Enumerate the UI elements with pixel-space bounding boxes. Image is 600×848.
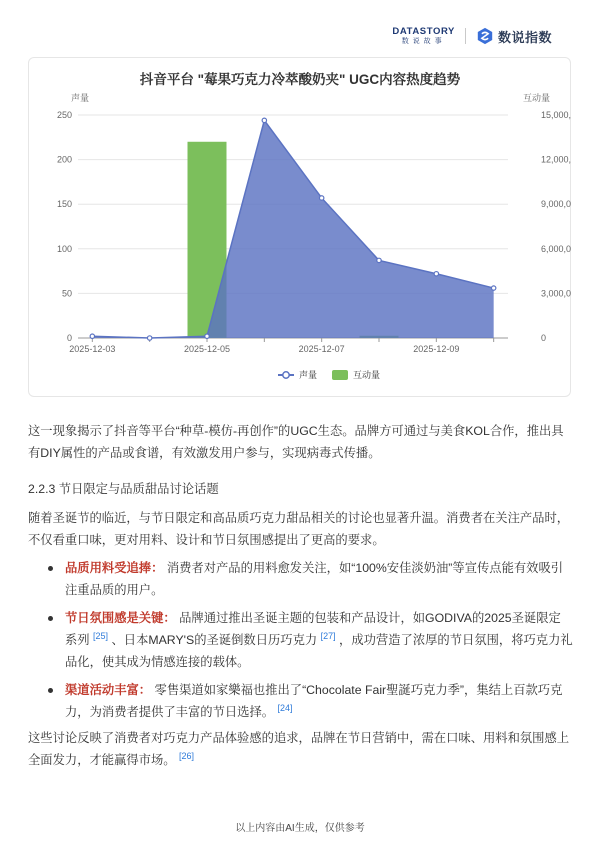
data-point-volume [319, 196, 323, 200]
x-tick-label: 2025-12-09 [413, 344, 460, 354]
bullet-text: 品牌通过推出圣诞主题的包装和产品设计，如GODIVA的2025圣诞限定系列 [65, 611, 561, 647]
y-right-axis-label: 互动量 [522, 93, 550, 103]
conclusion-text: 这些讨论反映了消费者对巧克力产品体验感的追求，品牌在节日营销中，需在口味、用料和氛围感上全面发力，才能赢得市场。 [28, 731, 570, 767]
bullet-dot [48, 616, 53, 621]
y-left-tick-label: 100 [56, 243, 72, 254]
y-right-tick-label: 0 [541, 333, 547, 343]
legend-bar-marker [332, 370, 348, 380]
datastory-logo [392, 27, 455, 46]
y-left-tick-label: 50 [61, 288, 72, 299]
y-left-tick-label: 0 [66, 333, 72, 343]
y-left-axis-label: 声量 [71, 93, 90, 103]
x-tick-label: 2025-12-03 [69, 344, 116, 354]
chart-card [28, 57, 571, 397]
y-left-tick-label: 250 [56, 110, 72, 120]
paragraph-conclusion [28, 727, 573, 771]
ai-disclaimer: 以上内容由AI生成，仅供参考 [235, 823, 365, 834]
list-item [28, 679, 573, 723]
data-point-volume [377, 258, 381, 262]
area-fill-volume [92, 120, 493, 338]
bullet-text: ，成功营造了浓厚的节日氛围，将巧克力礼品化，使其成为情感连接的载体。 [65, 633, 573, 669]
bullet-lead: 渠道活动丰富： [65, 683, 152, 697]
bullet-dot [48, 688, 53, 693]
data-point-volume [147, 336, 151, 340]
legend-label-volume: 声量 [299, 370, 318, 380]
datastory-logo-cn: 数说故事 [401, 38, 446, 46]
x-tick-label: 2025-12-05 [183, 344, 231, 354]
ugc-trend-chart [29, 58, 572, 398]
data-point-volume [205, 334, 209, 338]
section-heading: 2.2.3 节日限定与品质甜品讨论话题 [28, 482, 219, 496]
y-right-tick-label: 15,000, [541, 110, 572, 120]
bullet-list [28, 557, 573, 729]
brand-logo [476, 27, 552, 46]
datastory-logo-text: DATASTORY [392, 25, 455, 37]
paragraph-holiday-intro: 随着圣诞节的临近，与节日限定和高品质巧克力甜品相关的讨论也显著升温。消费者在关注产品时，不仅看重口味，更对用料、设计和节日氛围感提出了更高的要求。 [28, 511, 570, 547]
y-left-tick-label: 200 [56, 154, 72, 165]
citation-link[interactable]: [25] [93, 630, 109, 641]
data-point-volume [491, 286, 495, 290]
chart-title: 抖音平台 "莓果巧克力冷萃酸奶夹" UGC内容热度趋势 [139, 72, 461, 87]
data-point-volume [90, 334, 94, 338]
y-right-tick-label: 3,000,0 [541, 288, 572, 299]
y-right-tick-label: 6,000,0 [541, 243, 572, 254]
bullet-text: 消费者对产品的用料愈发关注，如“100%安佳淡奶油”等宣传点能有效吸引注重品质的用户。 [65, 561, 564, 597]
list-item [28, 557, 573, 601]
list-item [28, 607, 573, 673]
page-header [392, 22, 552, 50]
data-point-volume [434, 272, 438, 276]
y-right-tick-label: 9,000,0 [541, 199, 572, 210]
bullet-lead: 节日氛围感是关键： [65, 611, 176, 625]
legend-label-interaction: 互动量 [353, 370, 381, 380]
citation-link[interactable]: [24] [277, 702, 293, 713]
logo-divider [465, 28, 466, 44]
bullet-text: 、日本MARY'S的圣诞倒数日历巧克力 [111, 633, 318, 647]
paragraph-ugc-ecosystem: 这一现象揭示了抖音等平台“种草-模仿-再创作”的UGC生态。品牌方可通过与美食KOL合作，推出具有DIY属性的产品或食谱，有效激发用户参与，实现病毒式传播。 [28, 424, 564, 460]
citation-link[interactable]: [27] [320, 630, 336, 641]
legend-circle-marker [283, 372, 289, 378]
brand-name: 数说指数 [497, 29, 552, 45]
bullet-lead: 品质用料受追捧： [65, 561, 164, 575]
y-right-tick-label: 12,000, [541, 154, 572, 165]
brand-mark-icon [476, 27, 494, 45]
citation-link[interactable]: [26] [179, 750, 195, 761]
data-point-volume [262, 118, 266, 122]
bullet-dot [48, 566, 53, 571]
bullet-text: 零售渠道如家樂福也推出了“Chocolate Fair聖誕巧克力季”，集结上百款巧克力，为消费者提供了丰富的节日选择。 [65, 683, 563, 719]
x-tick-label: 2025-12-07 [298, 344, 345, 354]
y-left-tick-label: 150 [56, 199, 72, 210]
